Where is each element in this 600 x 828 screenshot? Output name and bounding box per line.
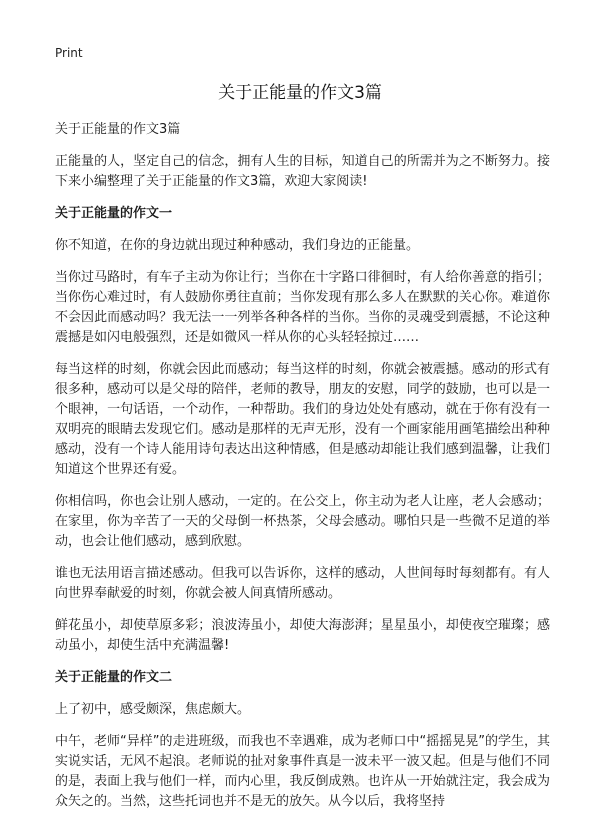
paragraph: 鲜花虽小，却使草原多彩；浪波涛虽小，却使大海澎湃；星星虽小，却使夜空璀璨；感动虽小，却使生活中充满温馨! <box>55 618 550 653</box>
paragraph: 上了初中，感受颇深，焦虑颇大。 <box>55 702 251 717</box>
article-body <box>55 120 550 824</box>
paragraph: 每当这样的时刻，你就会因此而感动；每当这样的时刻，你就会被震撼。感动的形式有很多种，感动可以是父母的陪伴，老师的教导，朋友的安慰，同学的鼓励，也可以是一个眼神，一句话语，一个动作，一种帮助。我们的身边处处有感动，就在于你有没有一双明亮的眼睛去发现它们。感动是那样的无声无形，没有一个画家能用画笔描绘出种种感动，没有一个诗人能用诗句表达出这种情感，但是感动却能让我们感到温馨，让我们知道这个世界还有爱。 <box>55 362 550 477</box>
intro-paragraph: 正能量的人，坚定自己的信念，拥有人生的目标，知道自己的所需并为之不断努力。接下来小编整理了关于正能量的作文3篇，欢迎大家阅读! <box>55 154 550 189</box>
print-link[interactable]: Print <box>55 46 83 60</box>
article-subtitle: 关于正能量的作文3篇 <box>55 122 181 137</box>
paragraph: 当你过马路时，有车子主动为你让行；当你在十字路口徘徊时，有人给你善意的指引；当你伤心难过时，有人鼓励你勇往直前；当你发现有那么多人在默默的关心你。难道你不会因此而感动吗？我无法一一列举各种各样的当你。当你的灵魂受到震撼，不论这种震撼是如闪电般强烈，还是如微风一样从你的心头轻轻掠过…… <box>55 270 550 345</box>
paragraph: 你相信吗，你也会让别人感动，一定的。在公交上，你主动为老人让座，老人会感动；在家里，你为辛苦了一天的父母倒一杯热茶，父母会感动。哪怕只是一些微不足道的举动，也会让他们感动，感到欣慰。 <box>55 494 550 549</box>
section-heading-2: 关于正能量的作文二 <box>55 670 173 685</box>
paragraph: 谁也无法用语言描述感动。但我可以告诉你，这样的感动，人世间每时每刻都有。有人向世界奉献爱的时刻，你就会被人间真情所感动。 <box>55 566 550 601</box>
page-title: 关于正能量的作文3篇 <box>218 83 382 103</box>
section-heading-1: 关于正能量的作文一 <box>55 206 173 221</box>
paragraph: 中午，老师“异样”的走进班级，而我也不幸遇难，成为老师口中“摇摇晃晃”的学生，其实说实话，无风不起浪。老师说的扯对象事件真是一波未平一波又起。但是与他们不同的是，表面上我与他们一样，而内心里，我反倒成熟。也许从一开始就注定，我会成为众矢之的。当然，这些托词也并不是无的放矢。从今以后，我将坚持 <box>55 734 550 809</box>
paragraph: 你不知道，在你的身边就出现过种种感动，我们身边的正能量。 <box>55 238 420 253</box>
